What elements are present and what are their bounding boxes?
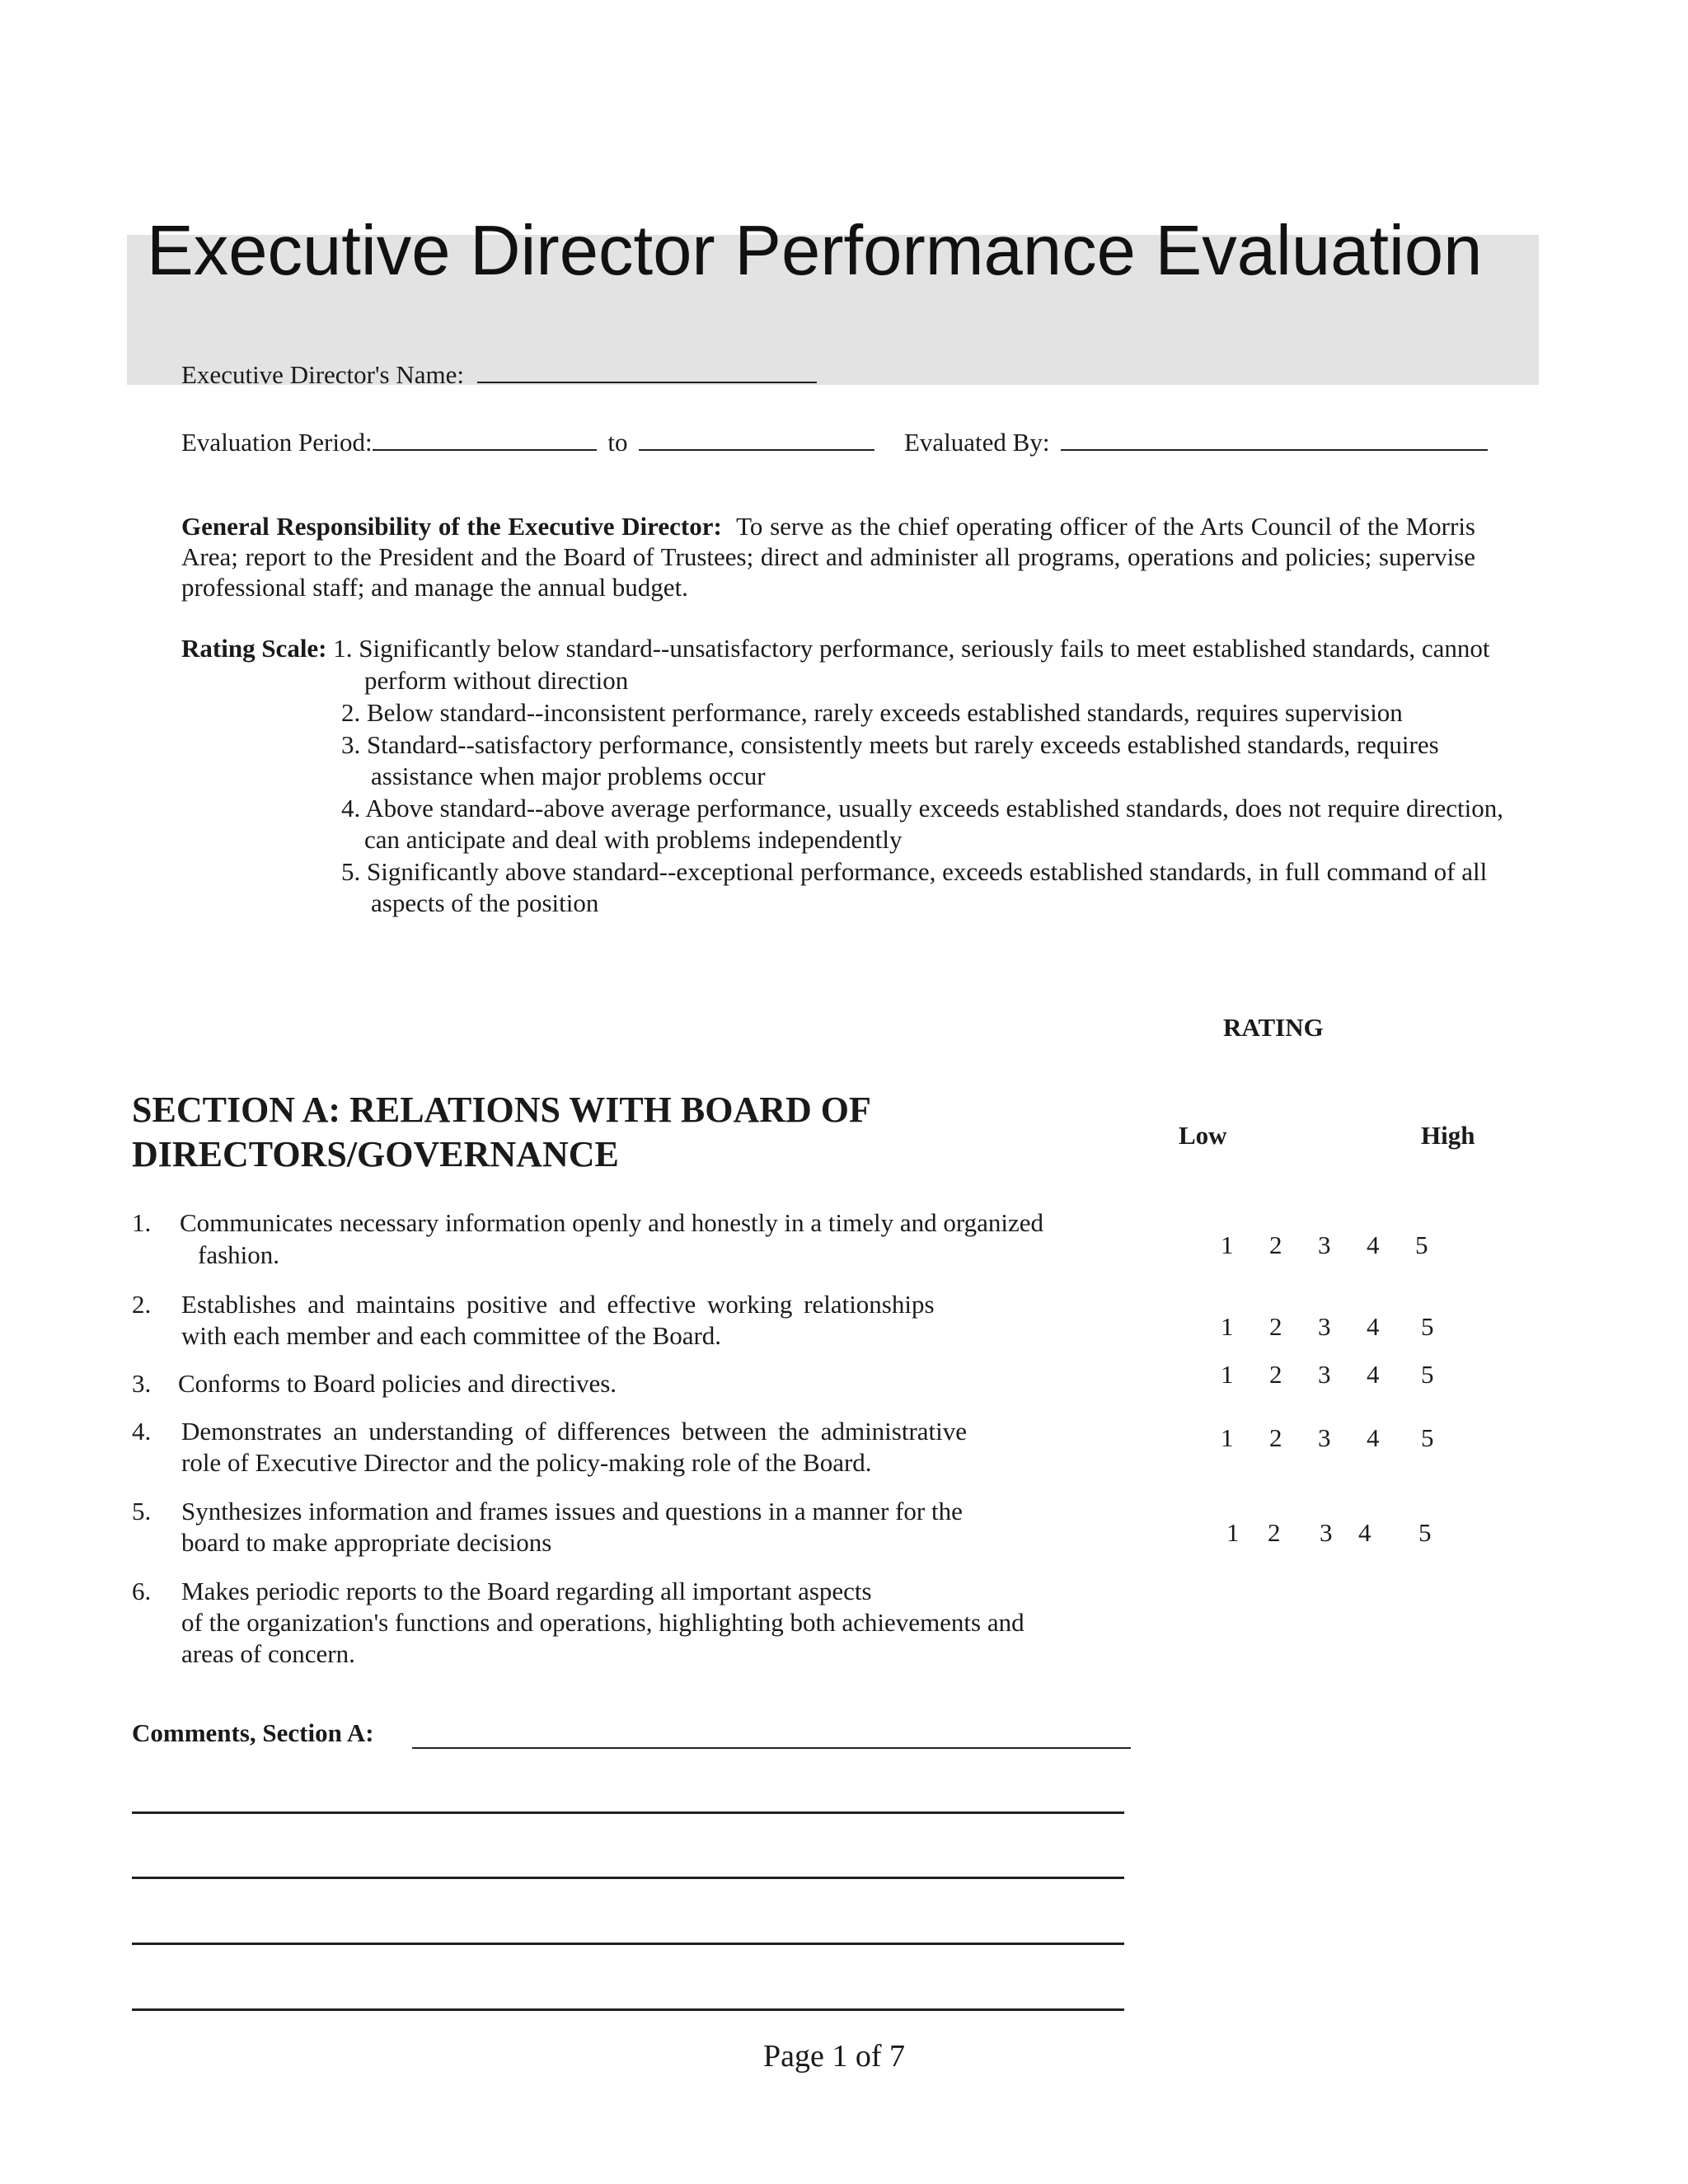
- rating-scale-line-6: 4. Above standard--above average performance, usually exceeds established standards, does not require direction,: [341, 794, 1503, 823]
- item-4-line-2: role of Executive Director and the policy-making role of the Board.: [181, 1448, 872, 1477]
- item-2-number: 2.: [132, 1290, 152, 1319]
- name-label: Executive Director's Name:: [181, 360, 464, 389]
- rating-option[interactable]: 3: [1318, 1423, 1331, 1452]
- page-title: Executive Director Performance Evaluation: [147, 212, 1483, 290]
- rating-row-5: [0, 1517, 1688, 1549]
- rating-scale-line-2: perform without direction: [364, 666, 629, 695]
- rating-row-4: [0, 1422, 1688, 1454]
- general-responsibility: [181, 511, 1475, 602]
- comments-line-2[interactable]: [132, 1811, 1124, 1814]
- rating-option[interactable]: 1: [1221, 1312, 1234, 1341]
- item-2-line-2: with each member and each committee of the Board.: [181, 1321, 722, 1350]
- item-6-number: 6.: [132, 1577, 152, 1605]
- rating-option[interactable]: 3: [1318, 1360, 1331, 1389]
- rating-option[interactable]: 5: [1421, 1312, 1434, 1341]
- rating-option[interactable]: 1: [1221, 1360, 1234, 1389]
- item-4-line-1: Demonstrates an understanding of differences between the administrative: [181, 1417, 968, 1446]
- rating-scale-line-8: 5. Significantly above standard--exceptional performance, exceeds established standards, in full command of all: [341, 857, 1488, 886]
- rating-scale-line-1: [181, 633, 1489, 664]
- period-end-blank[interactable]: [639, 428, 874, 451]
- rating-header: RATING: [1223, 1013, 1324, 1042]
- rating-scale-text-1: 1. Significantly below standard--unsatisfactory performance, seriously fails to meet established standards, cannot: [333, 634, 1490, 663]
- rating-scale-line-5: assistance when major problems occur: [371, 762, 766, 790]
- item-2-line-1: Establishes and maintains positive and effective working relationships: [181, 1290, 935, 1319]
- name-blank[interactable]: [477, 360, 817, 383]
- rating-row-1: [0, 1230, 1688, 1261]
- comments-line-3[interactable]: [132, 1877, 1124, 1879]
- item-1-line-2: fashion.: [198, 1240, 280, 1269]
- rating-option[interactable]: 4: [1358, 1518, 1372, 1547]
- comments-line-1[interactable]: [412, 1747, 1131, 1749]
- rating-scale-line-9: aspects of the position: [371, 888, 599, 917]
- comments-line-4[interactable]: [132, 1943, 1124, 1945]
- comments-label: Comments, Section A:: [132, 1718, 374, 1747]
- rating-option[interactable]: 4: [1367, 1423, 1380, 1452]
- rating-scale-line-4: 3. Standard--satisfactory performance, consistently meets but rarely exceeds established standards, requires: [341, 730, 1439, 759]
- period-start-blank[interactable]: [373, 428, 597, 451]
- rating-option[interactable]: 4: [1367, 1230, 1380, 1259]
- rating-scale-line-3: 2. Below standard--inconsistent performance, rarely exceeds established standards, requires supervision: [341, 698, 1403, 727]
- rating-scale-line-7: can anticipate and deal with problems independently: [364, 825, 903, 854]
- rating-option[interactable]: 3: [1318, 1230, 1331, 1259]
- item-6-line-1: Makes periodic reports to the Board regarding all important aspects: [181, 1577, 872, 1605]
- item-5-line-1: Synthesizes information and frames issues and questions in a manner for the: [181, 1497, 963, 1526]
- section-a-title-line-1: SECTION A: RELATIONS WITH BOARD OF: [132, 1090, 871, 1130]
- page-number: Page 1 of 7: [763, 2039, 906, 2074]
- rating-option[interactable]: 1: [1221, 1423, 1234, 1452]
- item-3-number: 3.: [132, 1369, 152, 1398]
- item-1-line-1: Communicates necessary information openly and honestly in a timely and organized: [180, 1208, 1043, 1237]
- rating-option[interactable]: 1: [1221, 1230, 1234, 1259]
- rating-option[interactable]: 3: [1318, 1312, 1331, 1341]
- rating-option[interactable]: 5: [1421, 1360, 1434, 1389]
- rating-scale-label: Rating Scale:: [181, 634, 327, 663]
- rating-option[interactable]: 3: [1320, 1518, 1333, 1547]
- rating-row-3: [0, 1359, 1688, 1390]
- item-1-number: 1.: [132, 1208, 152, 1237]
- rating-option[interactable]: 5: [1421, 1423, 1434, 1452]
- item-4-number: 4.: [132, 1417, 152, 1446]
- rating-option[interactable]: 2: [1269, 1230, 1282, 1259]
- rating-low-label: Low: [1179, 1121, 1227, 1150]
- name-field-row: [181, 359, 817, 391]
- rating-option[interactable]: 1: [1226, 1518, 1240, 1547]
- rating-option[interactable]: 2: [1269, 1312, 1282, 1341]
- rating-option[interactable]: 2: [1269, 1423, 1282, 1452]
- period-field-row: [181, 427, 1488, 458]
- general-responsibility-label: General Responsibility of the Executive Director:: [181, 512, 722, 541]
- rating-option[interactable]: 4: [1367, 1312, 1380, 1341]
- evaluated-by-label: Evaluated By:: [903, 428, 1050, 457]
- general-responsibility-text: To serve as the chief operating officer of the Arts Council of the Morris Area; report to the President and the Board of Trustees; direct and administer all programs, operations and policies; supervise professional staff; and manage the annual budget.: [181, 512, 1475, 602]
- evaluated-by-blank[interactable]: [1061, 428, 1488, 451]
- item-5-line-2: board to make appropriate decisions: [181, 1528, 552, 1557]
- rating-option[interactable]: 5: [1415, 1230, 1428, 1259]
- comments-line-5[interactable]: [132, 2008, 1124, 2011]
- rating-row-2: [0, 1311, 1688, 1343]
- item-3-line-1: Conforms to Board policies and directives.: [178, 1369, 617, 1398]
- rating-option[interactable]: 2: [1268, 1518, 1281, 1547]
- section-a-title-line-2: DIRECTORS/GOVERNANCE: [132, 1134, 619, 1174]
- period-label: Evaluation Period:: [181, 428, 373, 457]
- rating-option[interactable]: 4: [1367, 1360, 1380, 1389]
- to-label: to: [607, 428, 628, 457]
- rating-option[interactable]: 2: [1269, 1360, 1282, 1389]
- item-5-number: 5.: [132, 1497, 152, 1526]
- item-6-line-3: areas of concern.: [181, 1639, 355, 1668]
- item-6-line-2: of the organization's functions and operations, highlighting both achievements and: [181, 1608, 1025, 1637]
- rating-high-label: High: [1421, 1121, 1475, 1150]
- rating-option[interactable]: 5: [1418, 1518, 1432, 1547]
